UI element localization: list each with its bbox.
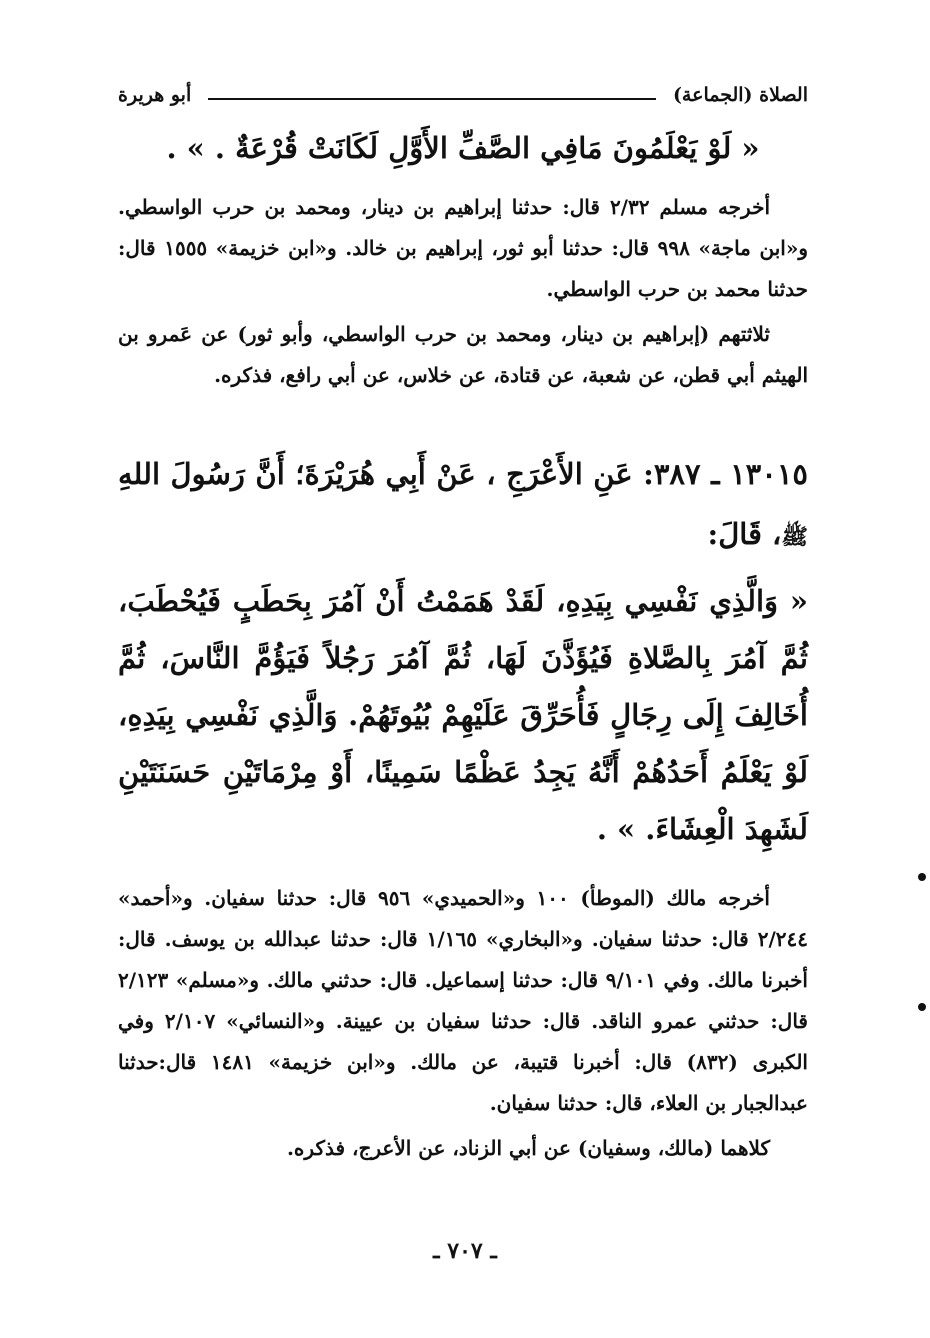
page-number: ـ ٧٠٧ ـ	[433, 1238, 497, 1264]
takhrij-block-1	[118, 187, 808, 396]
top-quote: « لَوْ يَعْلَمُونَ مَافِي الصَّفِّ الأَوَّلِ لَكَانَتْ قُرْعَةٌ . » .	[166, 131, 760, 165]
takhrij-paragraph: أخرجه مالك (الموطأ) ١٠٠ و«الحميدي» ٩٥٦ قال: حدثنا سفيان. و«أحمد» ٢/٢٤٤ قال: حدثنا سفيان. و«البخاري» ١/١٦٥ قال: حدثنا عبدالله بن يوسف. قال: أخبرنا مالك. وفي ٩/١٠١ قال: حدثنا إسماعيل. قال: حدثني مالك. و«مسلم» ٢/١٢٣ قال: حدثني عمرو الناقد. قال: حدثنا سفيان بن عيينة. و«النسائي» ٢/١٠٧ وفي الكبرى (٨٣٢) قال: أخبرنا قتيبة، عن مالك. و«ابن خزيمة» ١٤٨١ قال:حدثنا عبدالجبار بن العلاء، قال: حدثنا سفيان.	[118, 886, 808, 1115]
page	[118, 78, 808, 1169]
takhrij-paragraph: ثلاثتهم (إبراهيم بن دينار، ومحمد بن حرب الواسطي، وأبو ثور) عن عَمرو بن الهيثم أبي قطن، عن شعبة، عن قتادة، عن خلاس، عن أبي رافع، فذكره.	[118, 322, 808, 387]
takhrij-block-2	[118, 878, 808, 1169]
hadith-block	[118, 444, 808, 858]
takhrij-paragraph: أخرجه مسلم ٢/٣٢ قال: حدثنا إبراهيم بن دينار، ومحمد بن حرب الواسطي. و«ابن ماجة» ٩٩٨ قال: حدثنا أبو ثور، إبراهيم بن خالد. و«ابن خزيمة» ١٥٥٥ قال: حدثنا محمد بن حرب الواسطي.	[118, 195, 809, 301]
hadith-isnad: ١٣٠١٥ ـ ٣٨٧: عَنِ الأَعْرَجِ ، عَنْ أَبِي هُرَيْرَةَ؛ أَنَّ رَسُولَ اللهِ	[118, 457, 808, 491]
margin-mark	[918, 1003, 926, 1011]
header-narrator: أبو هريرة	[118, 84, 192, 106]
hadith-text: « وَالَّذِي نَفْسِي بِيَدِهِ، لَقَدْ هَمَمْتُ أَنْ آمُرَ بِحَطَبٍ فَيُحْطَبَ، ثُمَّ آمُرَ بِالصَّلاةِ فَيُؤَذَّنَ لَهَا، ثُمَّ آمُرَ رَجُلاً فَيَؤُمَّ النَّاسَ، ثُمَّ أُخَالِفَ إِلَى رِجَالٍ فَأُحَرِّقَ عَلَيْهِمْ بُيُوتَهُمْ. وَالَّذِي نَفْسِي بِيَدِهِ، لَوْ يَعْلَمُ أَحَدُهُمْ أَنَّهُ يَجِدُ عَظْمًا سَمِينًا، أَوْ مِرْمَاتَيْنِ حَسَنَتَيْنِ لَشَهِدَ الْعِشَاءَ. » .	[118, 584, 808, 846]
hadith-said: ، قَالَ:	[707, 517, 782, 551]
header-rule	[208, 98, 656, 100]
hadith-title	[118, 444, 808, 567]
running-header	[118, 78, 808, 112]
honorific-symbol: ﷺ	[781, 524, 808, 550]
margin-mark	[918, 873, 926, 881]
header-chapter: الصلاة (الجماعة)	[672, 84, 808, 106]
takhrij-paragraph: كلاهما (مالك، وسفيان) عن أبي الزناد، عن الأعرج، فذكره.	[286, 1136, 770, 1160]
